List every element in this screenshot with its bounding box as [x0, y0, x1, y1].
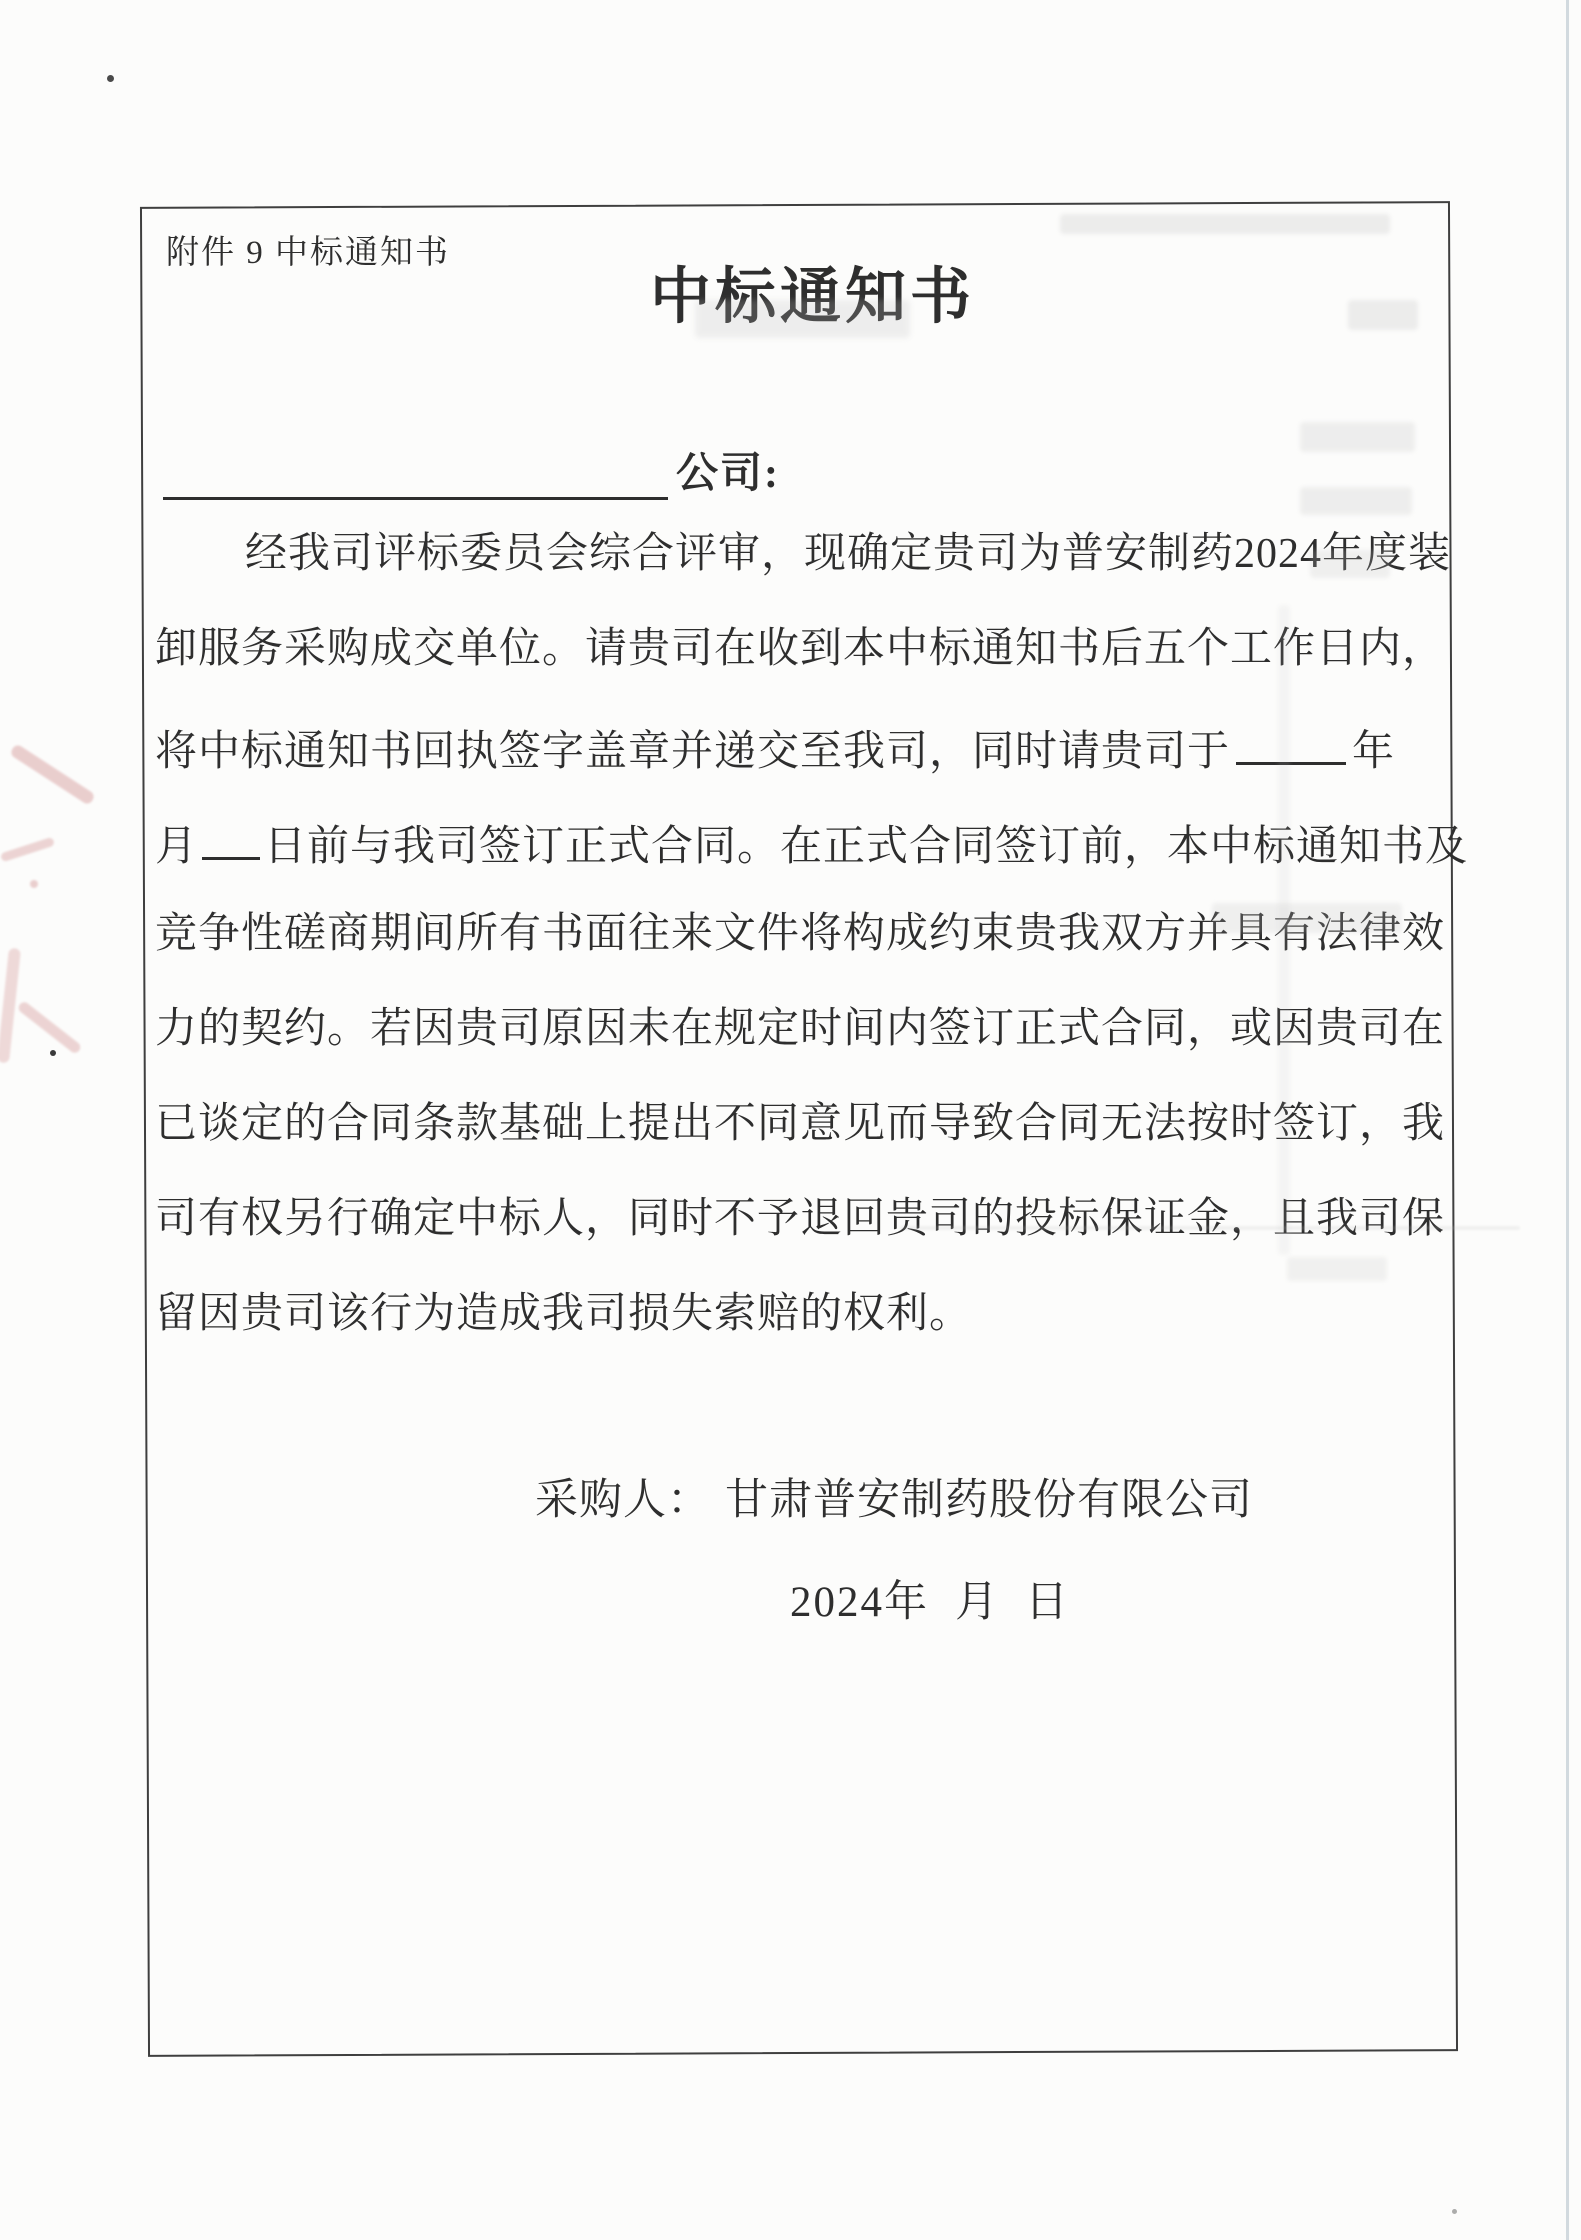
page-edge-line	[1566, 0, 1569, 2240]
scan-speck	[1452, 2209, 1457, 2214]
body-line-3-year-label: 年	[1352, 729, 1396, 775]
red-smudge-artifact	[0, 837, 55, 863]
body-line-7: 已谈定的合同条款基础上提出不同意见而导致合同无法按时签订，我	[155, 1101, 1446, 1147]
body-line-4-text: 日前与我司签订正式合同。在正式合同签订前，本中标通知书及	[264, 824, 1469, 870]
day-blank-underline	[202, 815, 260, 860]
body-line-4-month-label: 月	[155, 824, 199, 870]
purchaser-name: 甘肃普安制药股份有限公司	[725, 1477, 1253, 1524]
body-line-5: 竞争性磋商期间所有书面往来文件将构成约束贵我双方并具有法律效	[155, 911, 1446, 957]
purchaser-line	[535, 1466, 1253, 1527]
body-line-3	[155, 720, 1395, 776]
body-line-6: 力的契约。若因贵司原因未在规定时间内签订正式合同，或因贵司在	[155, 1006, 1446, 1052]
body-line-4	[155, 815, 1468, 871]
scan-speck	[50, 1050, 56, 1056]
document-title: 中标通知书	[650, 264, 976, 331]
red-smudge-artifact	[30, 880, 38, 888]
purchaser-label: 采购人：	[535, 1477, 711, 1524]
scan-speck	[107, 75, 114, 82]
recipient-line	[163, 448, 780, 500]
red-smudge-artifact	[9, 743, 96, 806]
date-year: 2024年	[790, 1579, 929, 1626]
red-smudge-artifact	[0, 948, 21, 1064]
year-blank-underline	[1236, 720, 1346, 765]
date-day: 日	[1025, 1579, 1070, 1626]
body-line-2: 卸服务采购成交单位。请贵司在收到本中标通知书后五个工作日内，	[155, 626, 1446, 672]
body-line-9: 留因贵司该行为造成我司损失索赔的权利。	[155, 1291, 973, 1337]
attachment-label: 附件 9 中标通知书	[166, 235, 450, 271]
recipient-blank-underline	[163, 451, 668, 500]
body-line-3-text: 将中标通知书回执签字盖章并递交至我司，同时请贵司于	[155, 729, 1231, 775]
body-line-1: 经我司评标委员会综合评审，现确定贵司为普安制药2024年度装	[245, 531, 1452, 577]
red-smudge-artifact	[17, 1000, 83, 1055]
recipient-suffix-label: 公司:	[676, 451, 780, 497]
body-line-8: 司有权另行确定中标人，同时不予退回贵司的投标保证金，且我司保	[155, 1196, 1446, 1242]
date-month: 月	[955, 1579, 1000, 1626]
